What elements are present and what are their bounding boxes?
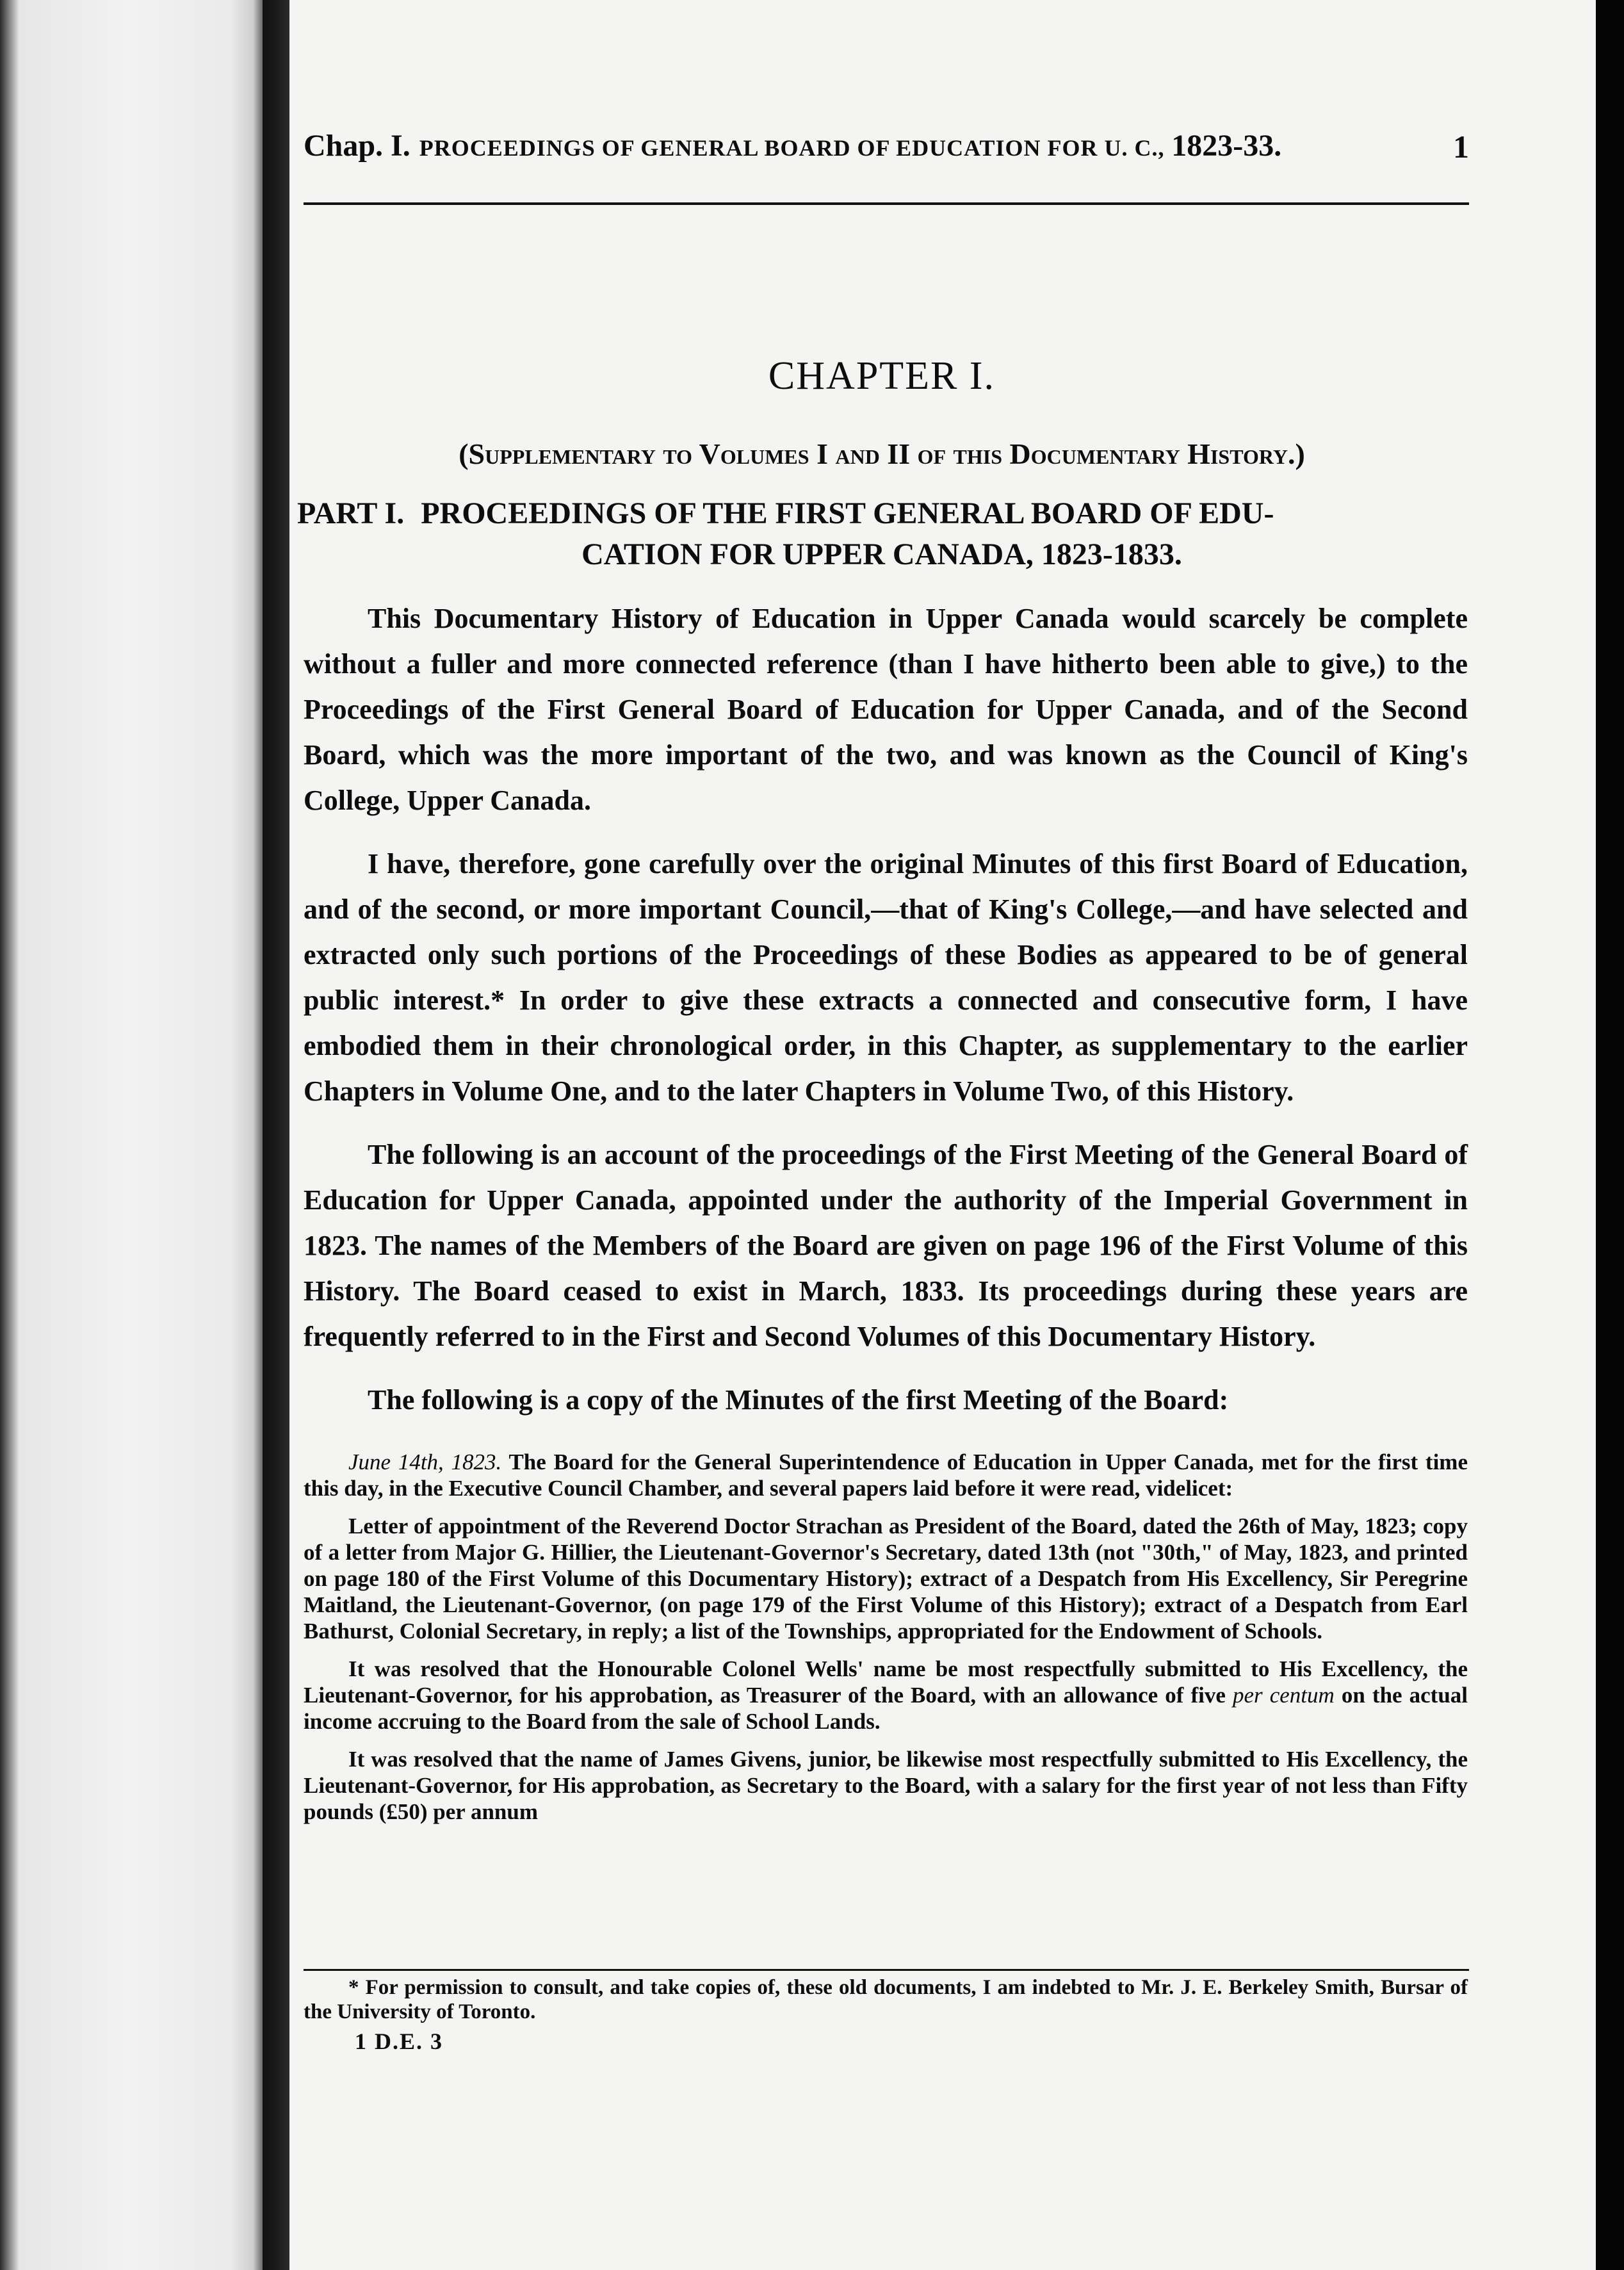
paragraph: The following is a copy of the Minutes of the first Meeting of the Board:: [368, 1384, 1229, 1416]
body-text: [304, 596, 1468, 1429]
minutes-date: June 14th, 1823.: [348, 1449, 502, 1474]
header-rule: [304, 202, 1469, 205]
chapter-subtitle: (Supplementary to Volumes I and II of this Documentary History.): [459, 437, 1305, 470]
chapter-title: CHAPTER I.: [768, 354, 996, 398]
part-label: PART I.: [297, 496, 405, 530]
running-head-title: PROCEEDINGS OF GENERAL BOARD OF EDUCATION FOR U. C.,: [419, 135, 1165, 161]
paragraph: The following is an account of the proceedings of the First Meeting of the General Board of Education for Upper Canada, appointed under the authority of the Imperial Government in 1823. The names of the Members of the Board are given on page 196 of the First Volume of this History. The Board ceased to exist in March, 1833. Its proceedings during these years are frequently referred to in the First and Second Volumes of this Documentary History.: [304, 1139, 1468, 1352]
running-head-years: 1823-33.: [1171, 129, 1282, 163]
paragraph: I have, therefore, gone carefully over the original Minutes of this first Board of Education, and of the second, or more important Council,—that of King's College,—and have selected and extracted only such portions of the Proceedings of these Bodies as appeared to be of general public interest.* In order to give these extracts a connected and consecutive form, I have embodied them in their chronological order, in this Chapter, as supplementary to the earlier Chapters in Volume One, and to the later Chapters in Volume Two, of this History.: [304, 848, 1468, 1107]
running-head-chapter: Chap. I.: [304, 129, 410, 163]
minutes-extract: [304, 1449, 1468, 1836]
book-gutter: [263, 0, 289, 2270]
running-head: [304, 128, 1469, 163]
footnote-rule: [304, 1969, 1469, 1971]
paragraph: This Documentary History of Education in Upper Canada would scarcely be complete without a fuller and more connected reference (than I have hitherto been able to give,) to the Proceedings of the First General Board of Education for Upper Canada, and of the Second Board, which was the more important of the two, and was known as the Council of King's College, Upper Canada.: [304, 603, 1468, 816]
page-number: 1: [1453, 129, 1469, 165]
footnote: * For permission to consult, and take copies of, these old documents, I am indebted to Mr. J. E. Berkeley Smith, Bursar of the University of Toronto.: [304, 1976, 1468, 2023]
left-page-edge: [0, 0, 263, 2270]
right-scan-border: [1596, 0, 1624, 2270]
part-heading: [296, 493, 1468, 575]
minutes-paragraph: June 14th, 1823. The Board for the General Superintendence of Education in Upper Canada, met for the first time this day, in the Executive Council Chamber, and several papers laid before it were read, videlicet:: [304, 1449, 1468, 1501]
part-title-line-2: CATION FOR UPPER CANADA, 1823-1833.: [581, 537, 1182, 571]
minutes-paragraph: Letter of appointment of the Reverend Doctor Strachan as President of the Board, dated the 26th of May, 1823; copy of a letter from Major G. Hillier, the Lieutenant-Governor's Secretary, dated 13th (not "30th," of May, 1823, and printed on page 180 of the First Volume of this Documentary History); extract of a Despatch from His Excellency, Sir Peregrine Maitland, the Lieutenant-Governor, (on page 179 of the First Volume of this History); extract of a Despatch from Earl Bathurst, Colonial Secretary, in reply; a list of the Townships, appropriated for the Endowment of Schools.: [304, 1514, 1468, 1644]
minutes-paragraph: It was resolved that the name of James Givens, junior, be likewise most respectfully submitted to His Excellency, the Lieutenant-Governor, for His approbation, as Secretary to the Board, with a salary for the first year of not less than Fifty pounds (£50) per annum: [304, 1747, 1468, 1824]
book-page: [289, 0, 1596, 2270]
minutes-paragraph: It was resolved that the Honourable Colonel Wells' name be most respectfully submitted to His Excellency, the Lieutenant-Governor, for his approbation, as Treasurer of the Board, with an allowance of five per centum on the actual income accruing to the Board from the sale of School Lands.: [304, 1656, 1468, 1734]
signature-mark: 1 D.E. 3: [355, 2029, 444, 2054]
part-title-line-1: PROCEEDINGS OF THE FIRST GENERAL BOARD OF EDU-: [421, 496, 1274, 530]
